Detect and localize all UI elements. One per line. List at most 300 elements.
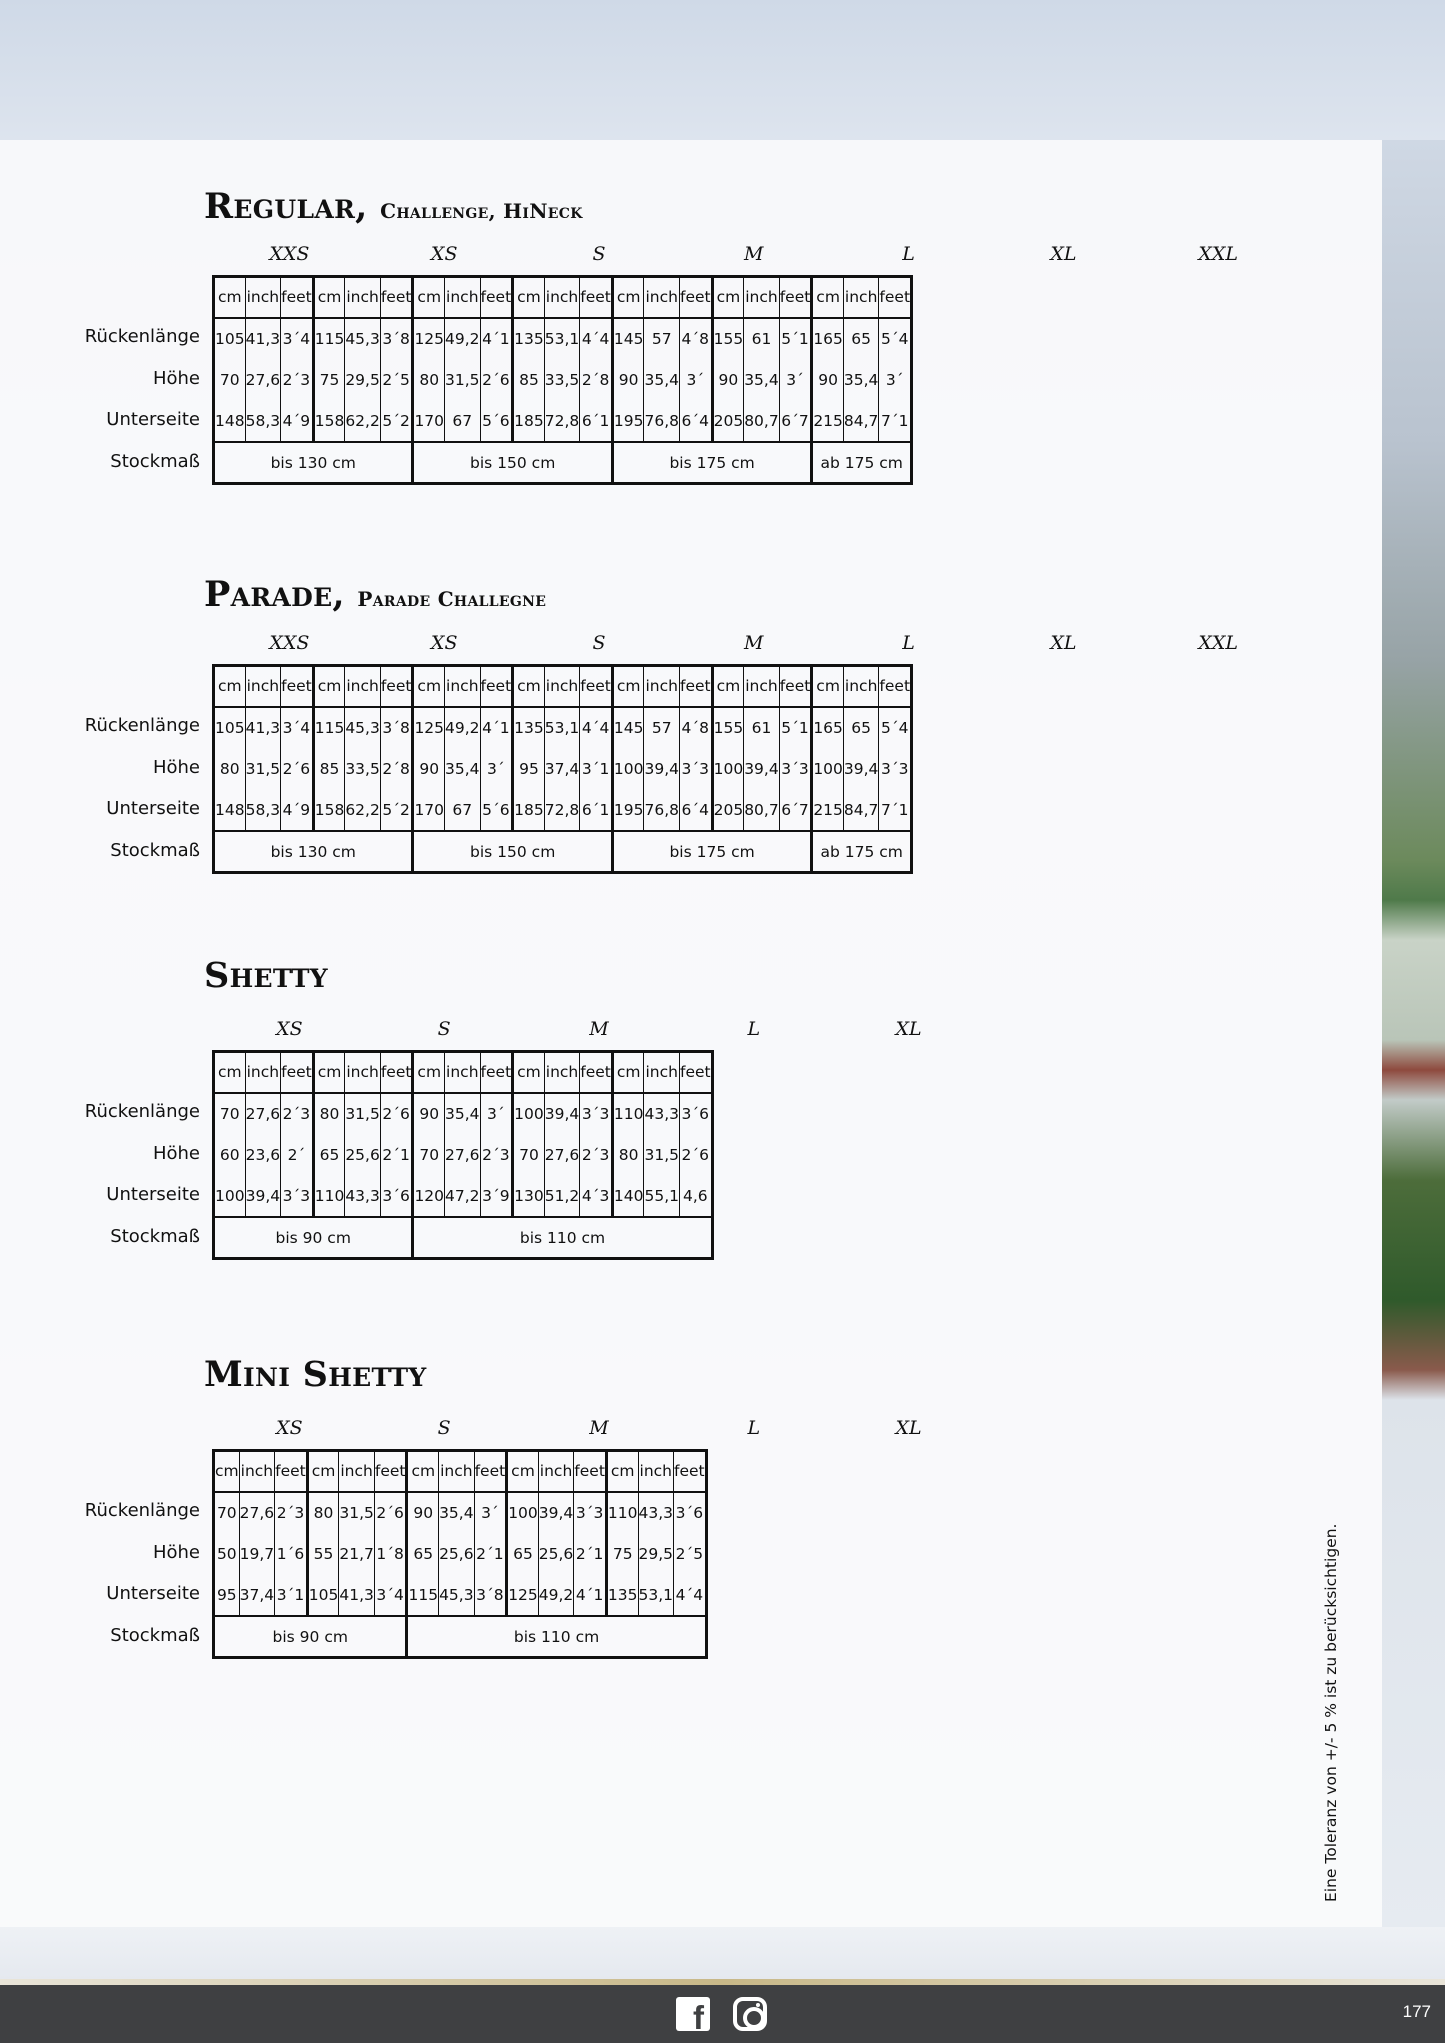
table-cell: 170 bbox=[413, 401, 445, 442]
table-cell: 215 bbox=[812, 401, 844, 442]
unit-header-cell: inch bbox=[744, 666, 780, 707]
table-cell: 95 bbox=[513, 748, 545, 789]
table-cell: 100 bbox=[712, 748, 744, 789]
unit-header-cell: inch bbox=[644, 666, 680, 707]
table-cell: 1´6 bbox=[275, 1533, 308, 1574]
size-label: S bbox=[437, 1018, 451, 1040]
unit-header-cell: feet bbox=[674, 1451, 707, 1492]
size-label: L bbox=[902, 632, 915, 654]
stockmass-cell: bis 130 cm bbox=[214, 831, 413, 872]
unit-header-cell: inch bbox=[345, 1052, 381, 1093]
table-cell: 120 bbox=[413, 1176, 445, 1217]
unit-header-cell: cm bbox=[214, 1052, 246, 1093]
row-label: Höhe bbox=[152, 1541, 200, 1563]
table-cell: 3´8 bbox=[380, 707, 413, 748]
table-cell: 39,4 bbox=[744, 748, 780, 789]
table-cell: 35,4 bbox=[439, 1492, 475, 1533]
table-cell: 50 bbox=[214, 1533, 240, 1574]
unit-header-cell: cm bbox=[513, 666, 545, 707]
background-snow bbox=[0, 1927, 1445, 1979]
table-cell: 57 bbox=[644, 318, 680, 359]
unit-header-cell: inch bbox=[644, 1052, 680, 1093]
table-cell: 3´ bbox=[480, 748, 513, 789]
unit-header-cell: inch bbox=[445, 1052, 481, 1093]
table-cell: 60 bbox=[214, 1134, 246, 1175]
unit-header-cell: feet bbox=[480, 666, 513, 707]
table-cell: 4´1 bbox=[480, 318, 513, 359]
table-cell: 3´ bbox=[779, 359, 812, 400]
size-label: XXS bbox=[269, 243, 310, 265]
table-cell: 61 bbox=[744, 707, 780, 748]
table-cell: 2´6 bbox=[374, 1492, 407, 1533]
unit-header-cell: cm bbox=[513, 277, 545, 318]
table-cell: 65 bbox=[313, 1134, 345, 1175]
table-cell: 110 bbox=[612, 1093, 644, 1134]
table-cell: 75 bbox=[606, 1533, 638, 1574]
table-cell: 80,7 bbox=[744, 790, 780, 831]
stockmass-cell: bis 110 cm bbox=[407, 1616, 706, 1657]
table-cell: 2´1 bbox=[380, 1134, 413, 1175]
table-cell: 4´3 bbox=[580, 1176, 613, 1217]
table-cell: 65 bbox=[507, 1533, 539, 1574]
unit-header-cell: feet bbox=[580, 1052, 613, 1093]
size-table bbox=[212, 1050, 714, 1260]
table-cell: 4´4 bbox=[674, 1575, 707, 1616]
table-cell: 205 bbox=[712, 401, 744, 442]
table-cell: 80 bbox=[413, 359, 445, 400]
table-cell: 3´6 bbox=[380, 1176, 413, 1217]
table-cell: 80 bbox=[307, 1492, 339, 1533]
background-photo-edge bbox=[1382, 140, 1445, 1930]
size-label: M bbox=[744, 243, 764, 265]
table-cell: 148 bbox=[214, 790, 246, 831]
table-cell: 31,5 bbox=[644, 1134, 680, 1175]
table-cell: 215 bbox=[812, 790, 844, 831]
table-cell: 2´3 bbox=[281, 359, 314, 400]
table-cell: 58,3 bbox=[245, 790, 281, 831]
table-cell: 39,4 bbox=[644, 748, 680, 789]
table-cell: 158 bbox=[313, 790, 345, 831]
table-cell: 3´3 bbox=[679, 748, 712, 789]
table-cell: 3´1 bbox=[275, 1575, 308, 1616]
size-label: XL bbox=[1050, 243, 1077, 265]
row-label: Rückenlänge bbox=[84, 1500, 200, 1522]
unit-header-cell: feet bbox=[281, 1052, 314, 1093]
unit-header-cell: feet bbox=[679, 1052, 712, 1093]
instagram-icon[interactable] bbox=[733, 1997, 767, 2031]
unit-header-cell: inch bbox=[544, 1052, 580, 1093]
table-cell: 31,5 bbox=[445, 359, 481, 400]
table-cell: 55 bbox=[307, 1533, 339, 1574]
section-title bbox=[204, 186, 583, 227]
table-cell: 75 bbox=[313, 359, 345, 400]
unit-header-cell: cm bbox=[712, 666, 744, 707]
table-cell: 84,7 bbox=[843, 401, 879, 442]
unit-header-cell: cm bbox=[313, 1052, 345, 1093]
unit-header-cell: cm bbox=[413, 277, 445, 318]
table-cell: 105 bbox=[307, 1575, 339, 1616]
table-cell: 2´1 bbox=[574, 1533, 607, 1574]
row-label: Unterseite bbox=[106, 1583, 200, 1605]
table-cell: 125 bbox=[413, 318, 445, 359]
table-cell: 4´4 bbox=[580, 707, 613, 748]
table-cell: 65 bbox=[843, 707, 879, 748]
stockmass-cell: bis 90 cm bbox=[214, 1217, 413, 1258]
table-cell: 2´3 bbox=[281, 1093, 314, 1134]
table-cell: 125 bbox=[413, 707, 445, 748]
table-cell: 2´6 bbox=[380, 1093, 413, 1134]
table-cell: 65 bbox=[843, 318, 879, 359]
table-cell: 100 bbox=[214, 1176, 246, 1217]
table-cell: 45,3 bbox=[439, 1575, 475, 1616]
section-subtitle: Parade Challegne bbox=[357, 587, 547, 611]
row-label: Höhe bbox=[152, 1142, 200, 1164]
table-cell: 3´ bbox=[679, 359, 712, 400]
table-cell: 39,4 bbox=[544, 1093, 580, 1134]
table-cell: 3´9 bbox=[480, 1176, 513, 1217]
table-cell: 4´9 bbox=[281, 401, 314, 442]
unit-header-cell: inch bbox=[638, 1451, 674, 1492]
table-cell: 5´2 bbox=[380, 401, 413, 442]
size-label: L bbox=[747, 1018, 761, 1040]
table-cell: 115 bbox=[313, 318, 345, 359]
unit-header-cell: cm bbox=[407, 1451, 439, 1492]
table-cell: 100 bbox=[507, 1492, 539, 1533]
table-cell: 41,3 bbox=[339, 1575, 375, 1616]
size-label: XL bbox=[1050, 632, 1077, 654]
unit-header-cell: inch bbox=[245, 277, 281, 318]
unit-header-cell: cm bbox=[513, 1052, 545, 1093]
table-cell: 31,5 bbox=[345, 1093, 381, 1134]
table-cell: 2´6 bbox=[679, 1134, 712, 1175]
table-cell: 25,6 bbox=[538, 1533, 574, 1574]
table-cell: 29,5 bbox=[345, 359, 381, 400]
table-cell: 70 bbox=[214, 359, 246, 400]
unit-header-cell: inch bbox=[339, 1451, 375, 1492]
row-label: Rückenlänge bbox=[84, 326, 200, 348]
table-cell: 3´3 bbox=[281, 1176, 314, 1217]
table-cell: 49,2 bbox=[538, 1575, 574, 1616]
table-cell: 35,4 bbox=[445, 748, 481, 789]
table-cell: 80,7 bbox=[744, 401, 780, 442]
table-cell: 2´5 bbox=[380, 359, 413, 400]
unit-header-cell: inch bbox=[644, 277, 680, 318]
size-label: M bbox=[744, 632, 764, 654]
table-cell: 51,2 bbox=[544, 1176, 580, 1217]
size-label: XXL bbox=[1198, 243, 1239, 265]
unit-header-cell: feet bbox=[474, 1451, 507, 1492]
unit-header-cell: feet bbox=[380, 277, 413, 318]
table-cell: 165 bbox=[812, 318, 844, 359]
section-title bbox=[204, 574, 546, 615]
table-cell: 5´2 bbox=[380, 790, 413, 831]
table-cell: 185 bbox=[513, 790, 545, 831]
footer-bar bbox=[0, 1985, 1445, 2043]
size-label: S bbox=[592, 632, 606, 654]
stockmass-cell: bis 175 cm bbox=[612, 442, 811, 483]
table-cell: 6´7 bbox=[779, 790, 812, 831]
table-cell: 115 bbox=[407, 1575, 439, 1616]
unit-header-cell: feet bbox=[879, 666, 912, 707]
table-cell: 6´1 bbox=[580, 790, 613, 831]
table-cell: 53,1 bbox=[638, 1575, 674, 1616]
table-cell: 70 bbox=[413, 1134, 445, 1175]
table-cell: 2´1 bbox=[474, 1533, 507, 1574]
table-cell: 3´3 bbox=[580, 1093, 613, 1134]
size-table bbox=[212, 275, 913, 485]
table-cell: 2´8 bbox=[380, 748, 413, 789]
table-cell: 43,3 bbox=[345, 1176, 381, 1217]
unit-header-cell: feet bbox=[779, 666, 812, 707]
table-cell: 3´6 bbox=[679, 1093, 712, 1134]
table-cell: 39,4 bbox=[245, 1176, 281, 1217]
table-cell: 55,1 bbox=[644, 1176, 680, 1217]
unit-header-cell: feet bbox=[275, 1451, 308, 1492]
unit-header-cell: feet bbox=[374, 1451, 407, 1492]
table-cell: 27,6 bbox=[239, 1492, 275, 1533]
table-cell: 53,1 bbox=[544, 318, 580, 359]
page-number: 177 bbox=[1402, 2002, 1431, 2021]
table-cell: 145 bbox=[612, 707, 644, 748]
table-cell: 29,5 bbox=[638, 1533, 674, 1574]
stockmass-cell: bis 150 cm bbox=[413, 442, 612, 483]
unit-header-cell: feet bbox=[580, 277, 613, 318]
table-cell: 2´8 bbox=[580, 359, 613, 400]
table-cell: 90 bbox=[712, 359, 744, 400]
unit-header-cell: feet bbox=[480, 277, 513, 318]
table-cell: 3´8 bbox=[380, 318, 413, 359]
size-label: XS bbox=[430, 632, 458, 654]
unit-header-cell: cm bbox=[507, 1451, 539, 1492]
table-cell: 35,4 bbox=[644, 359, 680, 400]
table-cell: 5´1 bbox=[779, 707, 812, 748]
unit-header-cell: cm bbox=[214, 1451, 240, 1492]
row-label: Unterseite bbox=[106, 1184, 200, 1206]
table-cell: 90 bbox=[413, 748, 445, 789]
table-cell: 61 bbox=[744, 318, 780, 359]
table-cell: 7´1 bbox=[879, 790, 912, 831]
size-label: XXS bbox=[269, 632, 310, 654]
unit-header-cell: cm bbox=[214, 666, 246, 707]
row-label: Stockmaß bbox=[110, 450, 200, 472]
row-label: Stockmaß bbox=[110, 839, 200, 861]
table-cell: 21,7 bbox=[339, 1533, 375, 1574]
size-label: XL bbox=[895, 1417, 922, 1439]
unit-header-cell: cm bbox=[712, 277, 744, 318]
table-cell: 90 bbox=[812, 359, 844, 400]
table-cell: 110 bbox=[606, 1492, 638, 1533]
unit-header-cell: inch bbox=[538, 1451, 574, 1492]
table-cell: 27,6 bbox=[245, 1093, 281, 1134]
facebook-icon[interactable]: f bbox=[676, 1997, 710, 2031]
table-cell: 90 bbox=[612, 359, 644, 400]
table-cell: 57 bbox=[644, 707, 680, 748]
table-cell: 135 bbox=[606, 1575, 638, 1616]
section-title-main: Shetty bbox=[204, 955, 328, 996]
table-cell: 3´3 bbox=[779, 748, 812, 789]
table-cell: 2´3 bbox=[580, 1134, 613, 1175]
unit-header-cell: feet bbox=[480, 1052, 513, 1093]
stockmass-cell: ab 175 cm bbox=[812, 831, 912, 872]
size-label: S bbox=[592, 243, 606, 265]
table-cell: 110 bbox=[313, 1176, 345, 1217]
table-cell: 7´1 bbox=[879, 401, 912, 442]
table-cell: 27,6 bbox=[245, 359, 281, 400]
unit-header-cell: cm bbox=[307, 1451, 339, 1492]
table-cell: 25,6 bbox=[345, 1134, 381, 1175]
table-cell: 185 bbox=[513, 401, 545, 442]
table-cell: 49,2 bbox=[445, 318, 481, 359]
table-cell: 205 bbox=[712, 790, 744, 831]
table-cell: 3´3 bbox=[879, 748, 912, 789]
table-cell: 115 bbox=[313, 707, 345, 748]
unit-header-cell: inch bbox=[439, 1451, 475, 1492]
table-cell: 80 bbox=[313, 1093, 345, 1134]
unit-header-cell: inch bbox=[345, 277, 381, 318]
table-cell: 43,3 bbox=[644, 1093, 680, 1134]
table-cell: 67 bbox=[445, 790, 481, 831]
table-cell: 2´5 bbox=[674, 1533, 707, 1574]
table-cell: 39,4 bbox=[538, 1492, 574, 1533]
table-cell: 4´4 bbox=[580, 318, 613, 359]
table-cell: 2´ bbox=[281, 1134, 314, 1175]
stockmass-cell: bis 130 cm bbox=[214, 442, 413, 483]
table-cell: 35,4 bbox=[843, 359, 879, 400]
table-cell: 3´1 bbox=[580, 748, 613, 789]
row-label: Stockmaß bbox=[110, 1624, 200, 1646]
table-cell: 4´9 bbox=[281, 790, 314, 831]
size-label: XXL bbox=[1198, 632, 1239, 654]
table-cell: 145 bbox=[612, 318, 644, 359]
table-cell: 19,7 bbox=[239, 1533, 275, 1574]
unit-header-cell: cm bbox=[612, 277, 644, 318]
table-cell: 3´ bbox=[474, 1492, 507, 1533]
table-cell: 27,6 bbox=[445, 1134, 481, 1175]
unit-header-cell: inch bbox=[245, 1052, 281, 1093]
unit-header-cell: inch bbox=[445, 277, 481, 318]
table-cell: 23,6 bbox=[245, 1134, 281, 1175]
table-cell: 2´6 bbox=[480, 359, 513, 400]
table-cell: 100 bbox=[812, 748, 844, 789]
row-label: Rückenlänge bbox=[84, 1101, 200, 1123]
table-cell: 125 bbox=[507, 1575, 539, 1616]
table-cell: 53,1 bbox=[544, 707, 580, 748]
table-cell: 67 bbox=[445, 401, 481, 442]
table-cell: 65 bbox=[407, 1533, 439, 1574]
table-cell: 158 bbox=[313, 401, 345, 442]
table-cell: 49,2 bbox=[445, 707, 481, 748]
table-cell: 84,7 bbox=[843, 790, 879, 831]
stockmass-cell: ab 175 cm bbox=[812, 442, 912, 483]
size-label: M bbox=[589, 1018, 609, 1040]
table-cell: 80 bbox=[214, 748, 246, 789]
table-cell: 100 bbox=[612, 748, 644, 789]
table-cell: 4´8 bbox=[679, 707, 712, 748]
unit-header-cell: inch bbox=[544, 277, 580, 318]
table-cell: 3´ bbox=[879, 359, 912, 400]
unit-header-cell: feet bbox=[380, 666, 413, 707]
unit-header-cell: cm bbox=[313, 277, 345, 318]
table-cell: 170 bbox=[413, 790, 445, 831]
unit-header-cell: inch bbox=[843, 666, 879, 707]
table-cell: 27,6 bbox=[544, 1134, 580, 1175]
table-cell: 72,8 bbox=[544, 790, 580, 831]
table-cell: 62,2 bbox=[345, 401, 381, 442]
stockmass-cell: bis 90 cm bbox=[214, 1616, 407, 1657]
table-cell: 58,3 bbox=[245, 401, 281, 442]
stockmass-cell: bis 110 cm bbox=[413, 1217, 712, 1258]
table-cell: 72,8 bbox=[544, 401, 580, 442]
row-label: Unterseite bbox=[106, 798, 200, 820]
row-label: Höhe bbox=[152, 367, 200, 389]
table-cell: 5´6 bbox=[480, 401, 513, 442]
table-cell: 45,3 bbox=[345, 318, 381, 359]
table-cell: 45,3 bbox=[345, 707, 381, 748]
table-cell: 5´4 bbox=[879, 707, 912, 748]
size-table bbox=[212, 1449, 708, 1659]
table-cell: 100 bbox=[513, 1093, 545, 1134]
table-cell: 33,5 bbox=[544, 359, 580, 400]
table-cell: 3´4 bbox=[281, 707, 314, 748]
table-cell: 155 bbox=[712, 707, 744, 748]
table-cell: 140 bbox=[612, 1176, 644, 1217]
row-label: Höhe bbox=[152, 756, 200, 778]
unit-header-cell: cm bbox=[612, 1052, 644, 1093]
table-cell: 195 bbox=[612, 790, 644, 831]
size-label: XS bbox=[276, 1417, 303, 1439]
unit-header-cell: inch bbox=[239, 1451, 275, 1492]
table-cell: 80 bbox=[612, 1134, 644, 1175]
table-cell: 70 bbox=[214, 1492, 240, 1533]
section-title-main: Mini Shetty bbox=[204, 1354, 427, 1395]
section-title bbox=[204, 1354, 427, 1395]
unit-header-cell: feet bbox=[679, 277, 712, 318]
unit-header-cell: cm bbox=[413, 1052, 445, 1093]
table-cell: 148 bbox=[214, 401, 246, 442]
unit-header-cell: cm bbox=[606, 1451, 638, 1492]
unit-header-cell: cm bbox=[812, 666, 844, 707]
unit-header-cell: feet bbox=[879, 277, 912, 318]
table-cell: 3´8 bbox=[474, 1575, 507, 1616]
unit-header-cell: cm bbox=[812, 277, 844, 318]
table-cell: 62,2 bbox=[345, 790, 381, 831]
table-cell: 31,5 bbox=[339, 1492, 375, 1533]
table-cell: 33,5 bbox=[345, 748, 381, 789]
table-cell: 4´8 bbox=[679, 318, 712, 359]
table-cell: 90 bbox=[407, 1492, 439, 1533]
table-cell: 130 bbox=[513, 1176, 545, 1217]
table-cell: 5´4 bbox=[879, 318, 912, 359]
table-cell: 70 bbox=[214, 1093, 246, 1134]
size-label: L bbox=[902, 243, 915, 265]
table-cell: 76,8 bbox=[644, 790, 680, 831]
size-label: XL bbox=[895, 1018, 922, 1040]
unit-header-cell: cm bbox=[313, 666, 345, 707]
unit-header-cell: feet bbox=[281, 666, 314, 707]
table-cell: 3´4 bbox=[374, 1575, 407, 1616]
size-label: S bbox=[437, 1417, 451, 1439]
unit-header-cell: inch bbox=[544, 666, 580, 707]
table-cell: 85 bbox=[313, 748, 345, 789]
stockmass-cell: bis 175 cm bbox=[612, 831, 811, 872]
section-subtitle: Challenge, HiNeck bbox=[380, 199, 583, 223]
section-title-main: Parade, bbox=[204, 574, 345, 615]
table-cell: 2´3 bbox=[480, 1134, 513, 1175]
table-cell: 1´8 bbox=[374, 1533, 407, 1574]
unit-header-cell: feet bbox=[679, 666, 712, 707]
table-cell: 105 bbox=[214, 318, 246, 359]
unit-header-cell: cm bbox=[612, 666, 644, 707]
